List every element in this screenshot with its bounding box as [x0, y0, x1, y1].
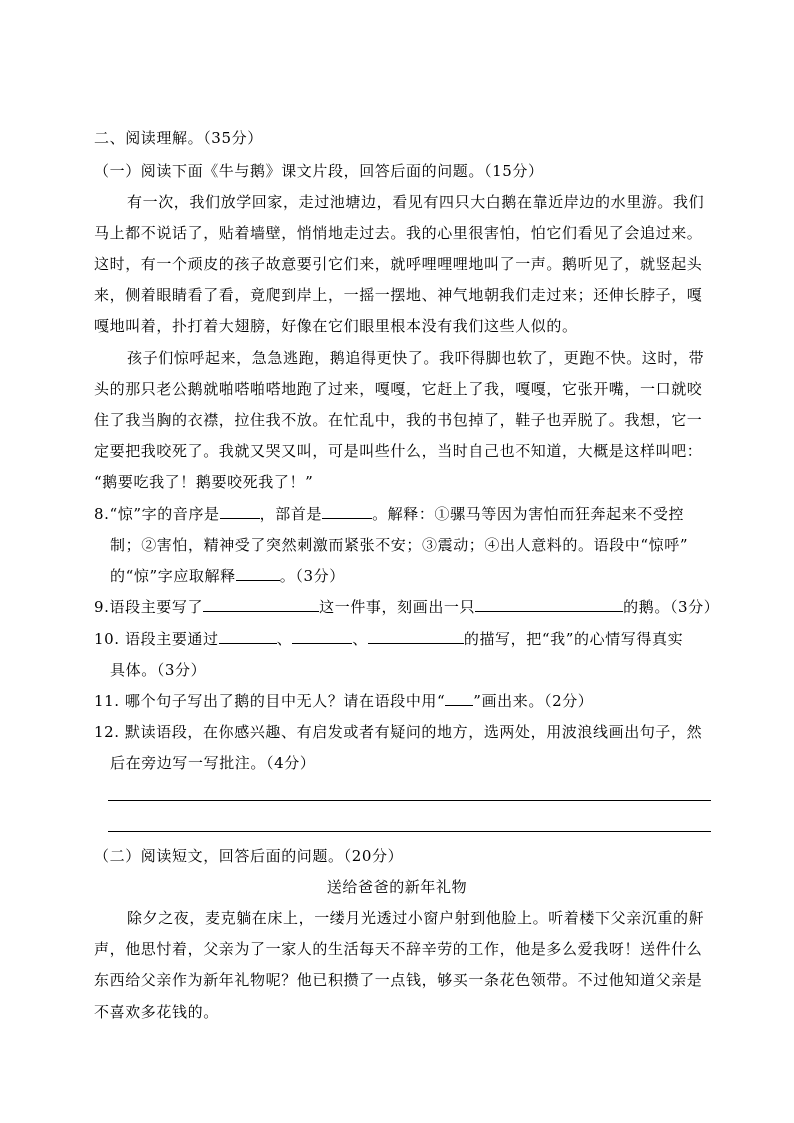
question-line: 制；②害怕，精神受了突然刺激而紧张不安；③震动；④出人意料的。语段中“惊呼” [110, 536, 689, 554]
part1-heading: （一）阅读下面《牛与鹅》课文片段，回答后面的问题。（15分） [94, 162, 544, 180]
text-line: 有一次，我们放学回家，走过池塘边，看见有四只大白鹅在靠近岸边的水里游。我们 [127, 193, 705, 211]
question-line: 后在旁边写一写批注。（4分） [110, 754, 316, 772]
text-line: 孩子们惊呼起来，急急逃跑，鹅追得更快了。我吓得脚也软了，更跑不快。这时，带 [127, 349, 705, 367]
q9-text-b: 这一件事，刻画出一只 [319, 598, 476, 616]
text-line: 这时，有一个顽皮的孩子故意要引它们来，就呼哩哩哩地叫了一声。鹅听见了，就竖起头 [94, 255, 703, 273]
q8-text-line3b: 。（3分） [279, 567, 345, 585]
q8-text-a: 8.“惊”字的音序是 [94, 505, 220, 523]
question-11 [94, 690, 593, 712]
q11-text-b: ”画出来。（2分） [473, 692, 594, 710]
q10-text-a: 10. 语段主要通过 [94, 630, 219, 648]
passage2-title: 送给爸爸的新年礼物 [326, 878, 468, 896]
question-line [110, 565, 345, 587]
answer-blank[interactable] [368, 629, 464, 644]
q8-text-b: ，部首是 [259, 505, 323, 523]
answer-blank[interactable] [203, 597, 319, 612]
q9-text-c: 的鹅。（3分） [623, 598, 720, 616]
text-line: 定要把我咬死了。我就又哭又叫，可是叫些什么，当时自己也不知道，大概是这样叫吧： [94, 442, 703, 460]
question-line: 具体。（3分） [110, 661, 207, 679]
q8-text-line3a: 的“惊”字应取解释 [110, 567, 236, 585]
question-line: 12. 默读语段，在你感兴趣、有启发或者有疑问的地方，选两处，用波浪线画出句子，然 [94, 723, 703, 741]
q10-text-d: 的描写，把“我”的心情写得真实 [463, 630, 684, 648]
q11-text-a: 11. 哪个句子写出了鹅的目中无人？请在语段中用“ [94, 692, 446, 710]
text-line: 头的那只老公鹅就啪嗒啪嗒地跑了过来，嘎嘎，它赶上了我，嘎嘎，它张开嘴，一口就咬 [94, 380, 703, 398]
text-line: 马上都不说话了，贴着墙壁，悄悄地走过去。我的心里很害怕，怕它们看见了会追过来。 [94, 224, 703, 242]
text-line: 来，侧着眼睛看了看，竟爬到岸上，一摇一摆地、神气地朝我们走过来；还伸长脖子，嘎 [94, 286, 703, 304]
text-line: 除夕之夜，麦克躺在床上，一缕月光透过小窗户射到他脸上。听着楼下父亲沉重的鼾 [127, 909, 705, 927]
question-line [94, 503, 684, 525]
answer-blank[interactable] [236, 566, 280, 581]
section-title: 二、阅读理解。（35分） [94, 129, 263, 147]
text-line: 嘎地叫着，扑打着大翅膀，好像在它们眼里根本没有我们这些人似的。 [94, 317, 578, 335]
answer-blank[interactable] [220, 504, 260, 519]
underline-sample [445, 691, 473, 706]
text-line: 声，他思忖着，父亲为了一家人的生活每天不辞辛劳的工作，他是多么爱我呀！送件什么 [94, 940, 703, 958]
question-9 [94, 596, 719, 618]
answer-line[interactable] [108, 800, 711, 801]
answer-line[interactable] [108, 831, 711, 832]
answer-blank[interactable] [322, 504, 372, 519]
q10-text-c: 、 [352, 630, 368, 648]
question-line [94, 628, 683, 650]
answer-blank[interactable] [219, 629, 277, 644]
text-line: 住了我当胸的衣襟，拉住我不放。在忙乱中，我的书包掉了，鞋子也弄脱了。我想，它一 [94, 411, 703, 429]
answer-blank[interactable] [292, 629, 352, 644]
q8-text-c: 。解释：①骡马等因为害怕而狂奔起来不受控 [372, 505, 685, 523]
answer-blank[interactable] [475, 597, 623, 612]
text-line: “鹅要吃我了！鹅要咬死我了！” [94, 473, 314, 491]
text-line: 东西给父亲作为新年礼物呢？他已积攒了一点钱，够买一条花色领带。不过他知道父亲是 [94, 971, 703, 989]
q10-text-b: 、 [276, 630, 293, 648]
text-line: 不喜欢多花钱的。 [94, 1003, 219, 1021]
q9-text-a: 9.语段主要写了 [94, 598, 204, 616]
part2-heading: （二）阅读短文，回答后面的问题。（20分） [94, 847, 404, 865]
